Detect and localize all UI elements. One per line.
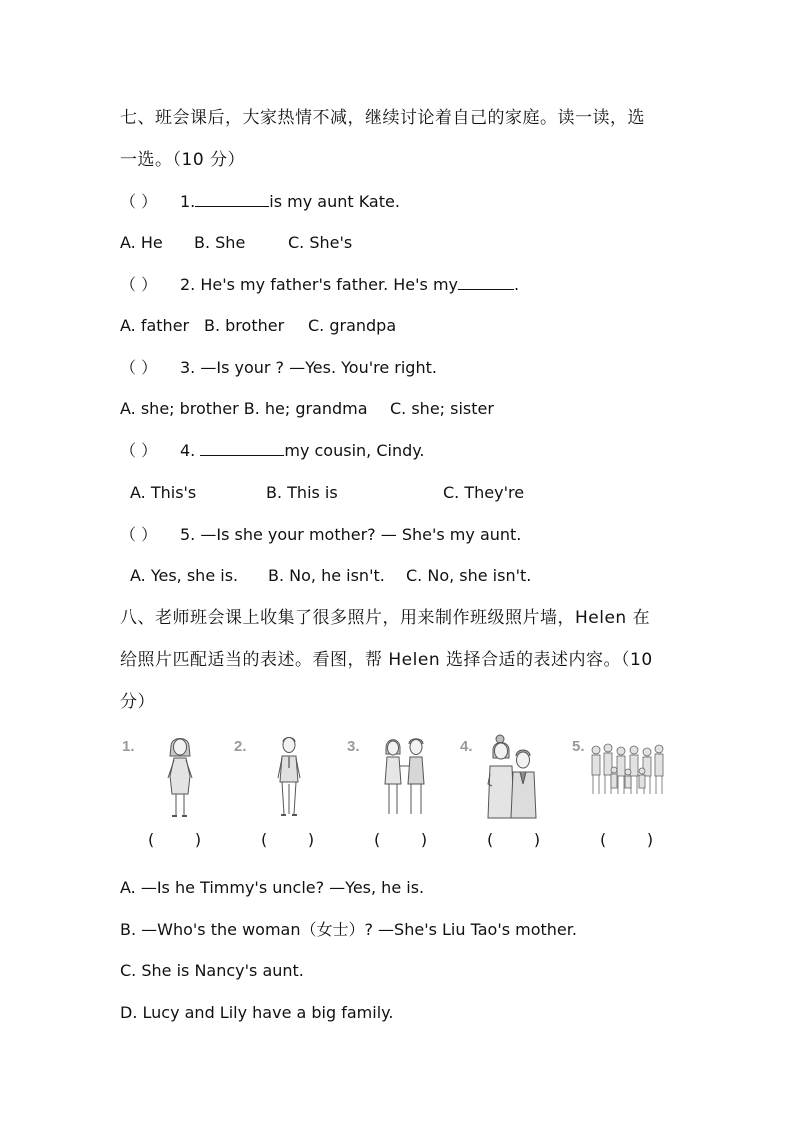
- picture-4-answer[interactable]: ( ): [487, 830, 541, 849]
- answer-paren[interactable]: （ ）: [120, 275, 158, 294]
- picture-5-answer[interactable]: ( ): [600, 830, 654, 849]
- option-c[interactable]: C. she; sister: [390, 399, 494, 418]
- option-b[interactable]: B. brother: [204, 316, 285, 335]
- section8-title-line1: 八、老师班会课上收集了很多照片，用来制作班级照片墙，Helen 在: [120, 608, 651, 628]
- statement-b: B. —Who's the woman（女士）? —She's Liu Tao's mother.: [120, 920, 577, 939]
- question-4-options: [130, 483, 524, 503]
- option-a[interactable]: A. He: [120, 233, 163, 252]
- woman-figure-icon: [160, 734, 200, 820]
- question-2: [120, 275, 519, 295]
- answer-blank[interactable]: [200, 441, 284, 456]
- picture-1-answer[interactable]: ( ): [148, 830, 202, 849]
- question-5: [120, 525, 521, 545]
- section7-title-line2: 一选。（10 分）: [120, 150, 246, 170]
- mother-and-son-icon: [486, 734, 542, 820]
- option-b[interactable]: B. No, he isn't.: [268, 566, 385, 585]
- option-a[interactable]: A. This's: [130, 483, 197, 502]
- question-1-options: [120, 233, 352, 253]
- question-text: 4.: [180, 441, 201, 460]
- option-b[interactable]: B. This is: [266, 483, 338, 502]
- option-c[interactable]: C. She's: [288, 233, 353, 252]
- statement-c: C. She is Nancy's aunt.: [120, 961, 304, 980]
- option-a[interactable]: A. father: [120, 316, 190, 335]
- couple-figure-icon: [380, 734, 428, 820]
- question-5-options: [130, 566, 531, 586]
- answer-paren[interactable]: （ ）: [120, 525, 158, 544]
- answer-paren[interactable]: （ ）: [120, 441, 158, 460]
- picture-number: 1.: [122, 738, 135, 755]
- option-c[interactable]: C. They're: [443, 483, 525, 502]
- question-text: 3. —Is your ? —Yes. You're right.: [180, 358, 437, 377]
- picture-number: 5.: [572, 738, 585, 755]
- question-4: [120, 441, 425, 461]
- picture-number: 4.: [460, 738, 473, 755]
- answer-paren[interactable]: （ ）: [120, 192, 158, 211]
- question-text: my cousin, Cindy.: [284, 441, 425, 460]
- option-c[interactable]: C. grandpa: [308, 316, 397, 335]
- question-3: [120, 358, 437, 378]
- option-a[interactable]: A. Yes, she is.: [130, 566, 239, 585]
- question-text: 2. He's my father's father. He's my: [180, 275, 459, 294]
- question-text: 1.: [180, 192, 196, 211]
- picture-2-answer[interactable]: ( ): [261, 830, 315, 849]
- answer-blank[interactable]: [458, 275, 514, 290]
- question-2-options: [120, 316, 396, 336]
- section7-title-line1: 七、班会课后，大家热情不减，继续讨论着自己的家庭。读一读，选: [120, 108, 645, 128]
- man-figure-icon: [272, 734, 306, 820]
- section8-title-line3: 分）: [120, 692, 155, 712]
- statement-d: D. Lucy and Lily have a big family.: [120, 1003, 394, 1022]
- option-c[interactable]: C. No, she isn't.: [406, 566, 532, 585]
- question-1: [120, 192, 400, 212]
- answer-blank[interactable]: [195, 192, 269, 207]
- question-text: 5. —Is she your mother? — She's my aunt.: [180, 525, 522, 544]
- big-family-icon: [588, 734, 668, 806]
- question-text: .: [514, 275, 520, 294]
- option-a-b[interactable]: A. she; brother B. he; grandma: [120, 399, 368, 418]
- picture-number: 3.: [347, 738, 360, 755]
- question-text: is my aunt Kate.: [269, 192, 400, 211]
- section8-title-line2: 给照片匹配适当的表述。看图，帮 Helen 选择合适的表述内容。（10: [120, 650, 653, 670]
- question-3-options: [120, 399, 494, 419]
- answer-paren[interactable]: （ ）: [120, 358, 158, 377]
- picture-number: 2.: [234, 738, 247, 755]
- option-b[interactable]: B. She: [194, 233, 246, 252]
- statement-a: A. —Is he Timmy's uncle? —Yes, he is.: [120, 878, 425, 897]
- picture-3-answer[interactable]: ( ): [374, 830, 428, 849]
